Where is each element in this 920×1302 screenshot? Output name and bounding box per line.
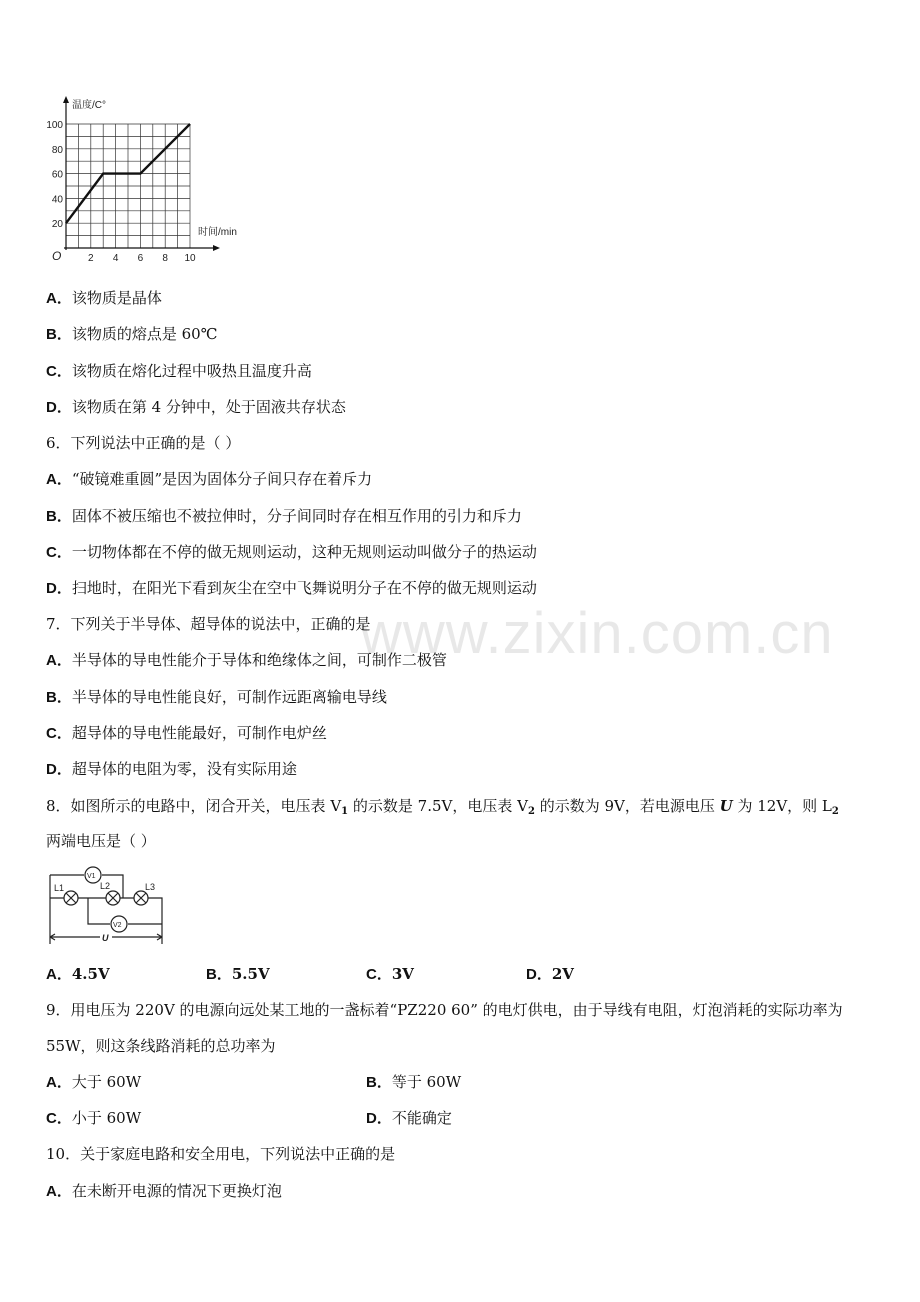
option-letter: D． (46, 580, 72, 597)
option-letter: A． (46, 471, 72, 488)
q8-stem-part: U (719, 797, 733, 815)
option-letter: A． (46, 1183, 72, 1200)
q9-option-d[interactable] (366, 1108, 686, 1129)
q6-stem: 6．下列说法中正确的是（ ） (46, 434, 241, 452)
option-text: 小于 60W (71, 1109, 142, 1127)
q8-stem-part: 为 12V，则 L (732, 797, 832, 815)
option-text: 超导体的电阻为零，没有实际用途 (71, 760, 297, 778)
option-text: 半导体的导电性能介于导体和绝缘体之间，可制作二极管 (71, 651, 447, 669)
x-axis-arrow-icon (213, 245, 220, 251)
circuit-l3-label: L3 (145, 882, 156, 892)
option-text: 超导体的导电性能最好，可制作电炉丝 (71, 724, 327, 742)
option-text: 3V (391, 965, 414, 983)
option-letter: D． (526, 966, 552, 983)
q8-option-c[interactable] (366, 964, 526, 985)
circuit-diagram (44, 860, 168, 950)
option-text: 扫地时，在阳光下看到灰尘在空中飞舞说明分子在不停的做无规则运动 (71, 579, 537, 597)
q10-option-a[interactable] (46, 1181, 282, 1202)
q8-stem-part: 的示数是 7.5V，电压表 V (348, 797, 528, 815)
chart-y-axis-label: 温度/C° (72, 100, 106, 111)
option-text: 该物质是晶体 (71, 289, 162, 307)
q8-stem-part: 8．如图所示的电路中，闭合开关，电压表 V (46, 797, 342, 815)
lamp-l1-cross (66, 893, 76, 903)
q9-options-row1 (46, 1072, 686, 1093)
q8-options (46, 964, 686, 985)
q8-option-d[interactable] (526, 964, 686, 985)
option-letter: D． (46, 399, 72, 416)
q10-stem: 10．关于家庭电路和安全用电，下列说法中正确的是 (46, 1145, 396, 1163)
q7-option-d[interactable] (46, 759, 297, 780)
option-text: “破镜难重圆”是因为固体分子间只存在着斥力 (71, 470, 373, 488)
wire-v2 (88, 898, 162, 924)
chart-x-axis-label: 时间/min (198, 227, 237, 238)
option-text: 大于 60W (71, 1073, 142, 1091)
subscript: 1 (341, 806, 349, 817)
q5-option-c[interactable] (46, 361, 312, 382)
q5-option-d[interactable] (46, 397, 346, 418)
subscript: 2 (527, 806, 535, 817)
q9-stem: 9．用电压为 220V 的电源向远处某工地的一盏标着“PZ220 60” 的电灯供电，由于导线有电阻，灯泡消耗的实际功率为 55W，则这条线路消耗的总功率为 (46, 1001, 843, 1055)
option-letter: B． (46, 508, 72, 525)
q7-option-b[interactable] (46, 687, 387, 708)
y-tick-label: 80 (51, 144, 63, 156)
x-tick-label: 8 (162, 253, 168, 264)
circuit-u-label: U (102, 933, 109, 943)
option-text: 5.5V (231, 965, 270, 983)
q5-option-b[interactable] (46, 324, 217, 345)
option-letter: C． (46, 363, 72, 380)
option-letter: D． (366, 1110, 392, 1127)
option-text: 固体不被压缩也不被拉伸时，分子间同时存在相互作用的引力和斥力 (71, 507, 522, 525)
x-tick-label: 2 (88, 253, 94, 264)
q8-option-a[interactable] (46, 964, 206, 985)
option-text: 2V (551, 965, 574, 983)
y-tick-label: 60 (51, 169, 63, 181)
option-letter: A． (46, 290, 72, 307)
lamp-l3-cross (136, 893, 146, 903)
y-tick-label: 20 (51, 219, 63, 231)
lamp-l2-cross (108, 893, 118, 903)
q8-option-b[interactable] (206, 964, 366, 985)
option-text: 等于 60W (391, 1073, 462, 1091)
x-tick-label: 6 (137, 253, 144, 264)
circuit-l2-label: L2 (100, 881, 111, 891)
x-tick-label: 4 (112, 253, 119, 264)
option-text: 不能确定 (391, 1109, 452, 1127)
y-tick-label: 100 (46, 120, 63, 131)
q8-stem-line2: 两端电压是（ ） (46, 832, 156, 850)
option-letter: C． (46, 725, 72, 742)
chart-origin-label: O (52, 249, 62, 263)
option-letter: A． (46, 1074, 72, 1091)
watermark: www.zixin.com.cn (360, 601, 834, 666)
q6-option-d[interactable] (46, 578, 537, 599)
q6-option-b[interactable] (46, 506, 522, 527)
q9-option-b[interactable] (366, 1072, 686, 1093)
q9-option-c[interactable] (46, 1108, 366, 1129)
q9-option-a[interactable] (46, 1072, 366, 1093)
option-letter: B． (206, 966, 232, 983)
q8-stem-part: 的示数为 9V，若电源电压 (534, 797, 720, 815)
q5-option-a[interactable] (46, 288, 162, 309)
circuit-v1-label: V1 (87, 873, 96, 880)
option-text: 4.5V (71, 965, 110, 983)
option-text: 一切物体都在不停的做无规则运动，这种无规则运动叫做分子的热运动 (71, 543, 537, 561)
q8-stem-line1 (46, 796, 839, 816)
circuit-v2-label: V2 (113, 922, 122, 929)
option-letter: A． (46, 652, 72, 669)
temperature-time-chart (40, 92, 260, 268)
option-letter: A． (46, 966, 72, 983)
option-text: 在未断开电源的情况下更换灯泡 (71, 1182, 282, 1200)
x-tick-label: 10 (184, 253, 196, 264)
option-letter: C． (366, 966, 392, 983)
option-text: 半导体的导电性能良好，可制作远距离输电导线 (71, 688, 387, 706)
option-letter: C． (46, 1110, 72, 1127)
q7-stem: 7．下列关于半导体、超导体的说法中，正确的是 (46, 615, 371, 633)
option-letter: D． (46, 761, 72, 778)
q6-option-a[interactable] (46, 469, 372, 490)
q7-option-c[interactable] (46, 723, 327, 744)
option-letter: B． (46, 326, 72, 343)
y-axis-arrow-icon (63, 96, 69, 103)
option-text: 该物质在第 4 分钟中，处于固液共存状态 (71, 398, 346, 416)
option-letter: B． (366, 1074, 392, 1091)
subscript: 2 (831, 806, 839, 817)
option-letter: B． (46, 689, 72, 706)
option-letter: C． (46, 544, 72, 561)
y-tick-label: 40 (51, 194, 63, 206)
option-text: 该物质在熔化过程中吸热且温度升高 (71, 362, 312, 380)
q9-options-row2 (46, 1108, 686, 1129)
circuit-l1-label: L1 (54, 883, 65, 893)
q6-option-c[interactable] (46, 542, 537, 563)
option-text: 该物质的熔点是 60℃ (71, 325, 218, 343)
